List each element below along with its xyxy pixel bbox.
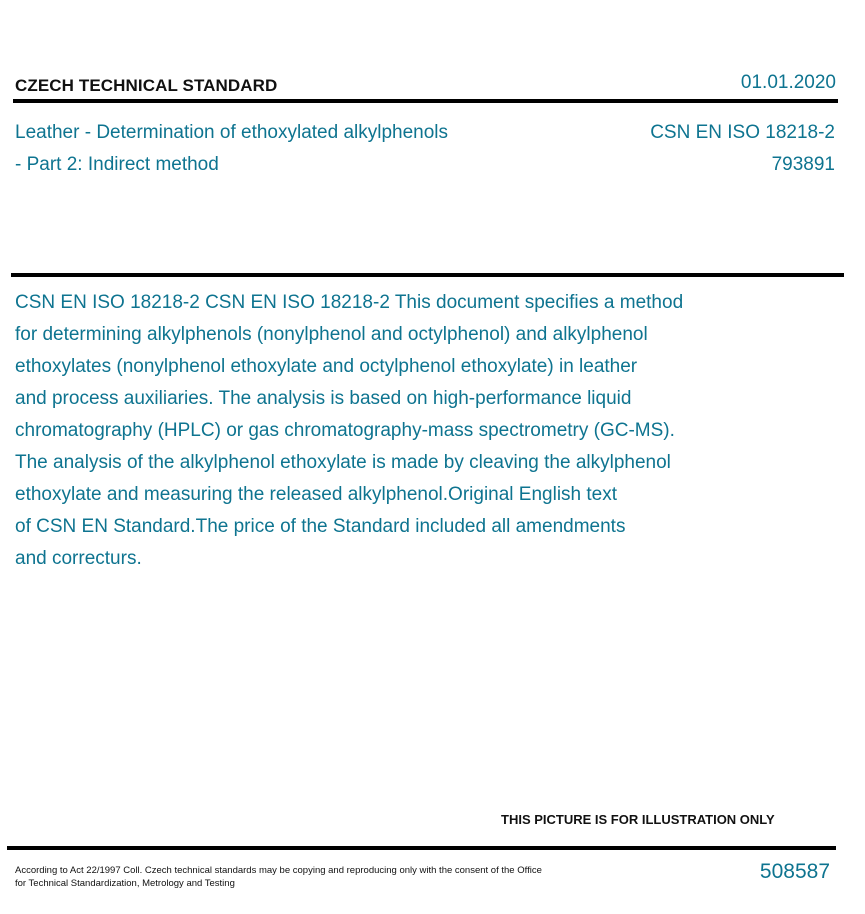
standard-code: CSN EN ISO 18218-2 bbox=[650, 122, 835, 143]
legal-line1: According to Act 22/1997 Coll. Czech technical standards may be copying and reproducing only with the consent of the Office bbox=[15, 865, 542, 876]
abstract-line: ethoxylate and measuring the released alkylphenol.Original English text bbox=[15, 484, 618, 505]
abstract-text bbox=[15, 287, 815, 575]
legal-notice bbox=[15, 864, 615, 890]
abstract-line: The analysis of the alkylphenol ethoxylate is made by cleaving the alkylphenol bbox=[15, 452, 671, 473]
header-date: 01.01.2020 bbox=[740, 72, 836, 93]
standard-title-line1: Leather - Determination of ethoxylated alkylphenols bbox=[15, 122, 449, 143]
legal-line2: for Technical Standardization, Metrology and Testing bbox=[15, 878, 235, 889]
abstract-line: and correcturs. bbox=[15, 548, 142, 569]
header-title: CZECH TECHNICAL STANDARD bbox=[15, 76, 278, 95]
standard-title bbox=[15, 117, 575, 181]
abstract-divider bbox=[11, 273, 844, 277]
abstract-line: chromatography (HPLC) or gas chromatography-mass spectrometry (GC-MS). bbox=[15, 420, 675, 441]
illustration-note: THIS PICTURE IS FOR ILLUSTRATION ONLY bbox=[501, 812, 775, 827]
document-number: 508587 bbox=[759, 860, 830, 883]
footer-divider bbox=[7, 846, 836, 850]
standard-title-line2: - Part 2: Indirect method bbox=[15, 154, 219, 175]
abstract-line: for determining alkylphenols (nonylphenol and octylphenol) and alkylphenol bbox=[15, 324, 648, 345]
abstract-line: and process auxiliaries. The analysis is based on high-performance liquid bbox=[15, 388, 632, 409]
standard-codes bbox=[650, 117, 835, 181]
abstract-line: CSN EN ISO 18218-2 CSN EN ISO 18218-2 This document specifies a method bbox=[15, 292, 684, 313]
abstract-line: of CSN EN Standard.The price of the Standard included all amendments bbox=[15, 516, 626, 537]
catalog-code: 793891 bbox=[771, 154, 835, 175]
header-divider bbox=[13, 99, 838, 103]
abstract-line: ethoxylates (nonylphenol ethoxylate and octylphenol ethoxylate) in leather bbox=[15, 356, 638, 377]
